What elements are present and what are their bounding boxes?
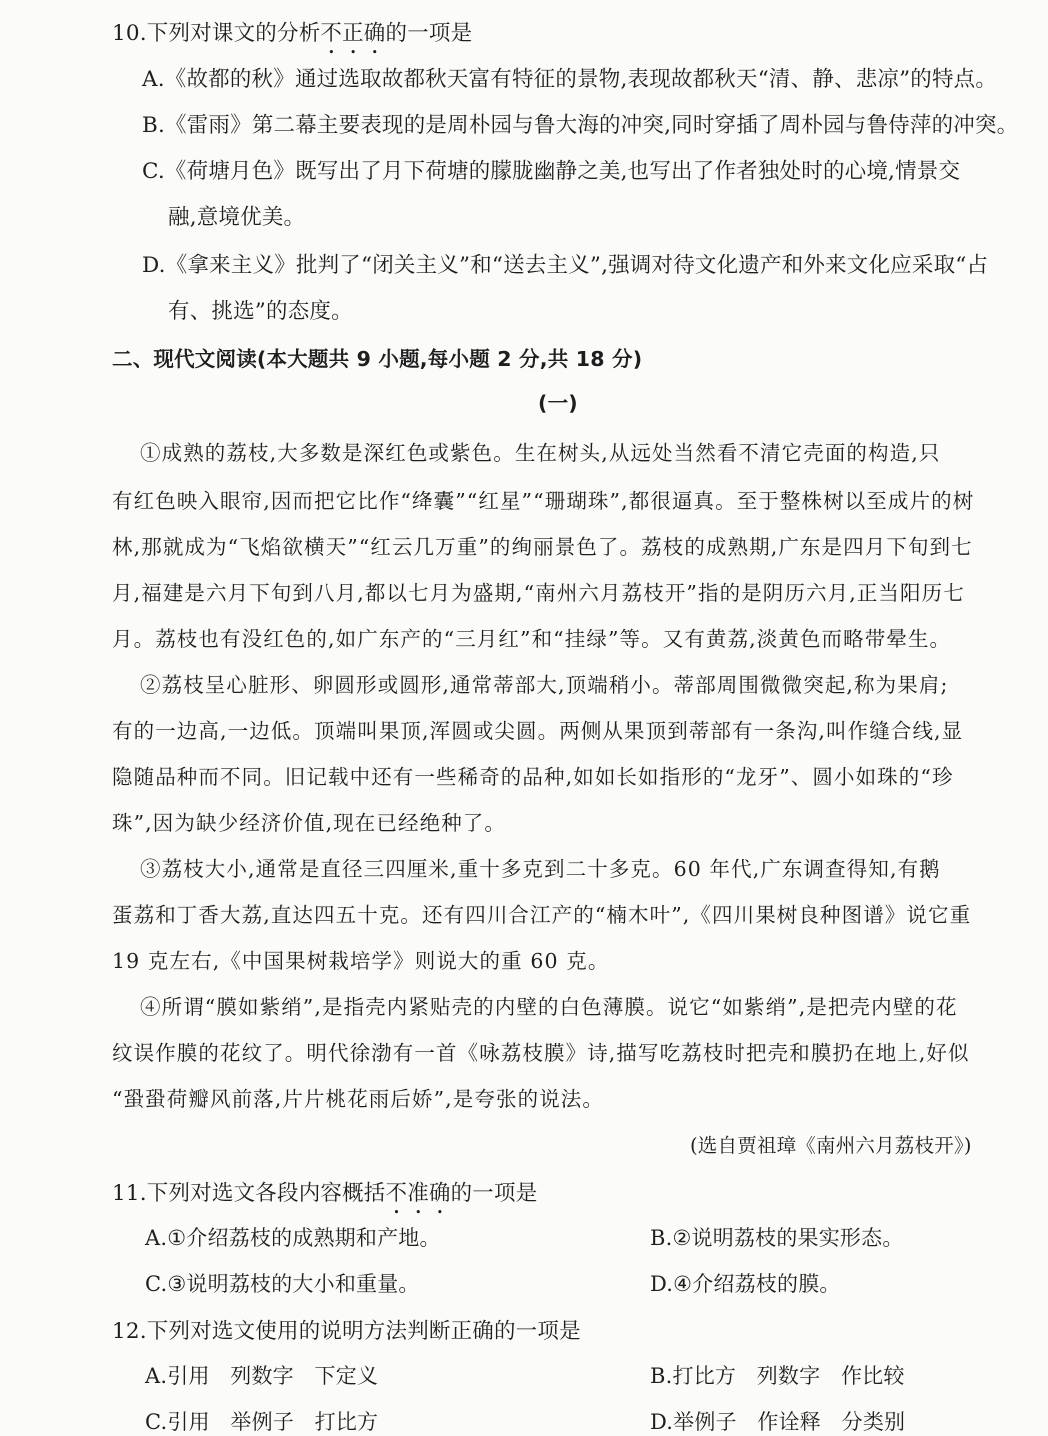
passage-p3-line3: 19 克左右,《中国果树栽培学》则说大的重 60 克。 (112, 949, 610, 973)
passage-p2-line2: 有的一边高,一边低。顶端叫果顶,浑圆或尖圆。两侧从果顶到蒂部有一条沟,叫作缝合线,显 (112, 719, 964, 743)
q10-option-d-line1: D.《拿来主义》批判了“闭关主义”和“送去主义”,强调对待文化遗产和外来文化应采取“占 (142, 253, 989, 278)
passage-p1-line2: 有红色映入眼帘,因而把它比作“绛囊”“红星”“珊瑚珠”,都很逼真。至于整株树以至成片的树 (112, 489, 975, 513)
passage-p4-line3: “蛩蛩荷瓣风前落,片片桃花雨后娇”,是夸张的说法。 (112, 1087, 604, 1111)
q11-stem-suffix: 的一项是 (450, 1181, 538, 1206)
passage-p2-line1: ②荔枝呈心脏形、卵圆形或圆形,通常蒂部大,顶端稍小。蒂部周围微微突起,称为果肩; (140, 673, 949, 697)
q12-option-b: B.打比方 列数字 作比较 (650, 1364, 905, 1388)
q10-stem-prefix: 10.下列对课文的分析 (112, 21, 321, 46)
passage-p1-line3: 林,那就成为“飞焰欲横天”“红云几万重”的绚丽景色了。荔枝的成熟期,广东是四月下旬到七 (112, 535, 973, 559)
passage-p3-line2: 蛋荔和丁香大荔,直达四五十克。还有四川合江产的“楠木叶”,《四川果树良种图谱》说它重 (112, 903, 972, 927)
q12-option-a: A.引用 列数字 下定义 (145, 1364, 379, 1388)
passage-p4-line1: ④所谓“膜如紫绡”,是指壳内紧贴壳的内壁的白色薄膜。说它“如紫绡”,是把壳内壁的花 (140, 995, 958, 1019)
passage-1-heading: (一) (538, 391, 578, 415)
q10-stem-suffix: 的一项是 (385, 21, 473, 46)
q11-emphasis-text: 不准确 (385, 1181, 451, 1206)
q10-option-c-line1: C.《荷塘月色》既写出了月下荷塘的朦胧幽静之美,也写出了作者独处时的心境,情景交 (142, 159, 961, 184)
passage-source: (选自贾祖璋《南州六月荔枝开》) (690, 1134, 972, 1157)
passage-p2-line4: 珠”,因为缺少经济价值,现在已经绝种了。 (112, 811, 507, 835)
q12-option-c: C.引用 举例子 打比方 (145, 1410, 379, 1434)
q10-option-a: A.《故都的秋》通过选取故都秋天富有特征的景物,表现故都秋天“清、静、悲凉”的特点。 (142, 67, 998, 92)
q11-option-b: B.②说明荔枝的果实形态。 (650, 1226, 904, 1250)
question-11-stem (112, 1176, 537, 1219)
passage-p1-line4: 月,福建是六月下旬到八月,都以七月为盛期,“南州六月荔枝开”指的是阴历六月,正当阳历七 (112, 581, 965, 605)
q11-option-a: A.①介绍荔枝的成熟期和产地。 (145, 1226, 441, 1250)
question-12-stem: 12.下列对选文使用的说明方法判断正确的一项是 (112, 1319, 581, 1344)
q11-stem-prefix: 11.下列对选文各段内容概括 (112, 1181, 386, 1206)
q11-option-d: D.④介绍荔枝的膜。 (650, 1272, 841, 1296)
q10-option-d-line2: 有、挑选”的态度。 (168, 299, 353, 324)
passage-p3-line1: ③荔枝大小,通常是直径三四厘米,重十多克到二十多克。60 年代,广东调查得知,有鹅 (140, 857, 941, 881)
q10-option-c-line2: 融,意境优美。 (168, 205, 306, 230)
section-2-title: 二、现代文阅读(本大题共 9 小题,每小题 2 分,共 18 分) (112, 347, 643, 371)
question-10-stem (112, 16, 472, 59)
passage-p1-line5: 月。荔枝也有没红色的,如广东产的“三月红”和“挂绿”等。又有黄荔,淡黄色而略带晕生。 (112, 627, 952, 651)
q10-option-b: B.《雷雨》第二幕主要表现的是周朴园与鲁大海的冲突,同时穿插了周朴园与鲁侍萍的冲突。 (142, 113, 1019, 138)
q12-option-d: D.举例子 作诠释 分类别 (650, 1410, 906, 1434)
q11-option-c: C.③说明荔枝的大小和重量。 (145, 1272, 420, 1296)
q10-emphasis-text: 不正确 (320, 21, 386, 46)
passage-p2-line3: 隐随品种而不同。旧记载中还有一些稀奇的品种,如如长如指形的“龙牙”、圆小如珠的“珍 (112, 765, 954, 789)
passage-p1-line1: ①成熟的荔枝,大多数是深红色或紫色。生在树头,从远处当然看不清它壳面的构造,只 (140, 441, 941, 465)
passage-p4-line2: 纹误作膜的花纹了。明代徐渤有一首《咏荔枝膜》诗,描写吃荔枝时把壳和膜扔在地上,好似 (112, 1041, 970, 1065)
